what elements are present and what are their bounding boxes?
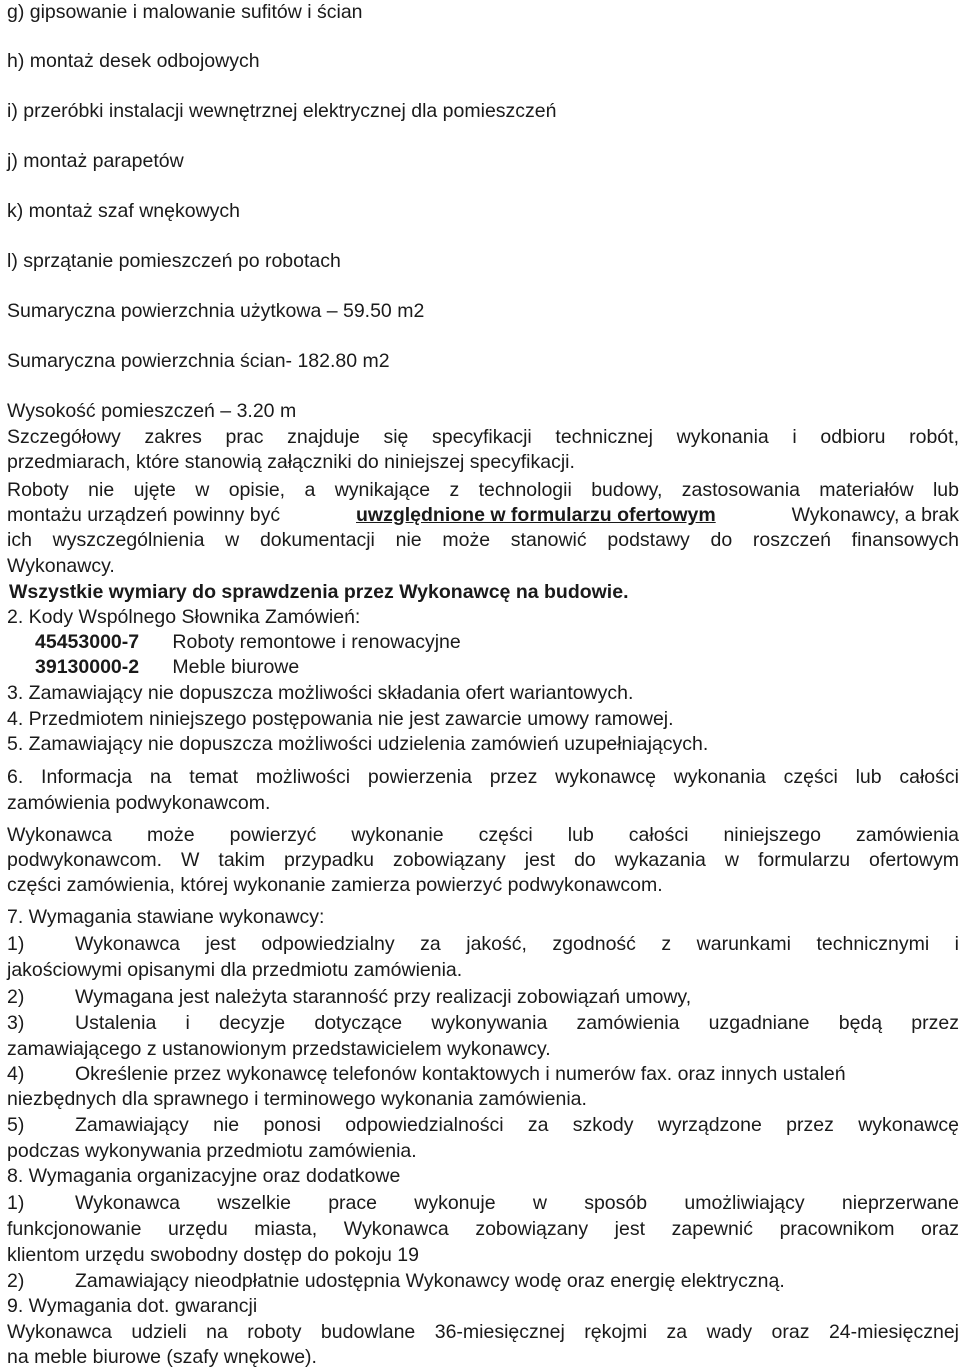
list-item-l: l) sprzątanie pomieszczeń po robotach (7, 250, 341, 272)
subcontract-line-2: podwykonawcom. W takim przypadku zobowiązany jest do wykazania w formularzu ofertowym (7, 849, 959, 871)
section-8-item-1-line-2: funkcjonowanie urzędu miasta, Wykonawca zobowiązany jest zapewnić pracownikom oraz (7, 1218, 959, 1240)
list-item-i: i) przeróbki instalacji wewnętrznej elektrycznej dla pomieszczeń (7, 100, 557, 122)
scope-line-1: Szczegółowy zakres prac znajduje się specyfikacji technicznej wykonania i odbioru robót, (7, 426, 959, 448)
works-underlined-phrase: uwzględnione w formularzu ofertowym (356, 504, 716, 526)
works-line-4: Wykonawcy. (7, 555, 115, 577)
cpv-item-1 (35, 630, 461, 654)
section-7-heading: 7. Wymagania stawiane wykonawcy: (7, 906, 325, 928)
section-7-item-2: 2) Wymagana jest należyta staranność przy realizacji zobowiązań umowy, (7, 986, 692, 1008)
subcontract-line-3: części zamówienia, której wykonanie zamierza powierzyć podwykonawcom. (7, 874, 663, 896)
section-9-heading: 9. Wymagania dot. gwarancji (7, 1295, 258, 1317)
section-7-item-5-line-2: podczas wykonywania przedmiotu zamówienia. (7, 1140, 417, 1162)
summary-area-usable: Sumaryczna powierzchnia użytkowa – 59.50 m2 (7, 300, 425, 322)
point-5: 5. Zamawiający nie dopuszcza możliwości udzielenia zamówień uzupełniających. (7, 733, 709, 755)
cpv-heading: 2. Kody Wspólnego Słownika Zamówień: (7, 606, 361, 628)
cpv-label-1: Roboty remontowe i renowacyjne (172, 631, 461, 653)
section-8-item-2: 2) Zamawiający nieodpłatnie udostępnia Wykonawcy wodę oraz energię elektryczną. (7, 1270, 785, 1292)
works-line-3: ich wyszczególnienia w dokumentacji nie może stanowić podstawy do roszczeń finansowych (7, 529, 959, 551)
section-7-item-1-line-1: 1) Wykonawca jest odpowiedzialny za jakość, zgodność z warunkami technicznymi i (7, 933, 959, 955)
cpv-code-2: 39130000-2 (35, 656, 140, 678)
section-7-item-4-line-1: 4) Określenie przez wykonawcę telefonów kontaktowych i numerów fax. oraz innych ustaleń (7, 1063, 846, 1085)
section-8-heading: 8. Wymagania organizacyjne oraz dodatkowe (7, 1165, 401, 1187)
section-7-item-1-line-2: jakościowymi opisanymi dla przedmiotu zamówienia. (7, 959, 463, 981)
summary-area-walls: Sumaryczna powierzchnia ścian- 182.80 m2 (7, 350, 390, 372)
point-6-line-2: zamówienia podwykonawcom. (7, 792, 271, 814)
point-6-line-1: 6. Informacja na temat możliwości powierzenia przez wykonawcę wykonania części lub całości (7, 766, 959, 788)
works-line-2 (7, 503, 959, 527)
cpv-item-2 (35, 655, 299, 679)
point-4: 4. Przedmiotem niniejszego postępowania nie jest zawarcie umowy ramowej. (7, 708, 674, 730)
point-3: 3. Zamawiający nie dopuszcza możliwości składania ofert wariantowych. (7, 682, 634, 704)
list-item-h: h) montaż desek odbojowych (7, 50, 260, 72)
works-line-2-post: Wykonawcy, a brak (791, 504, 959, 526)
section-8-item-1-line-3: klientom urzędu swobodny dostęp do pokoju 19 (7, 1244, 419, 1266)
works-line-2-pre: montażu urządzeń powinny być (7, 504, 281, 526)
subcontract-line-1: Wykonawca może powierzyć wykonanie części lub całości niniejszego zamówienia (7, 824, 959, 846)
section-8-item-1-line-1: 1) Wykonawca wszelkie prace wykonuje w sposób umożliwiający nieprzerwane (7, 1192, 959, 1214)
section-9-line-2: na meble biurowe (szafy wnękowe). (7, 1346, 317, 1368)
scope-line-2: przedmiarach, które stanowią załączniki do niniejszej specyfikacji. (7, 451, 575, 473)
cpv-label-2: Meble biurowe (172, 656, 300, 678)
summary-height: Wysokość pomieszczeń – 3.20 m (7, 400, 297, 422)
bold-note: Wszystkie wymiary do sprawdzenia przez Wykonawcę na budowie. (9, 581, 629, 603)
section-7-item-3-line-2: zamawiającego z ustanowionym przedstawicielem wykonawcy. (7, 1038, 551, 1060)
section-7-item-3-line-1: 3) Ustalenia i decyzje dotyczące wykonywania zamówienia uzgadniane będą przez (7, 1012, 959, 1034)
list-item-k: k) montaż szaf wnękowych (7, 200, 241, 222)
list-item-g: g) gipsowanie i malowanie sufitów i ścian (7, 1, 363, 23)
section-7-item-4-line-2: niezbędnych dla sprawnego i terminowego wykonania zamówienia. (7, 1088, 587, 1110)
cpv-code-1: 45453000-7 (35, 631, 140, 653)
section-7-item-5-line-1: 5) Zamawiający nie ponosi odpowiedzialności za szkody wyrządzone przez wykonawcę (7, 1114, 959, 1136)
works-line-1: Roboty nie ujęte w opisie, a wynikające z technologii budowy, zastosowania materiałów lub (7, 479, 959, 501)
section-9-line-1: Wykonawca udzieli na roboty budowlane 36-miesięcznej rękojmi za wady oraz 24-miesięcznej (7, 1321, 959, 1343)
list-item-j: j) montaż parapetów (7, 150, 184, 172)
